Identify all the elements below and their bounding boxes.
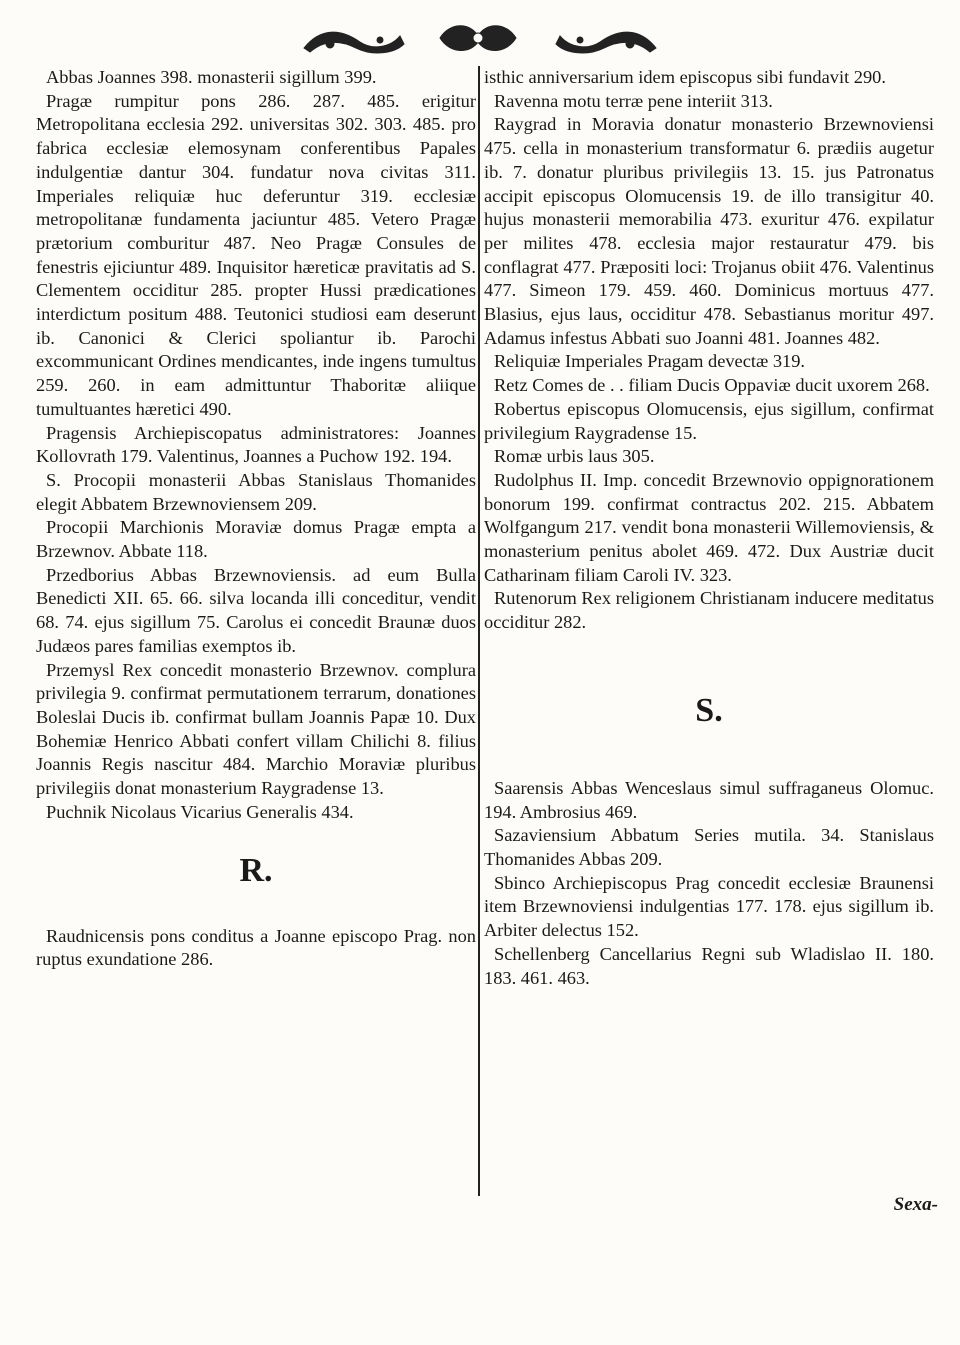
right-column bbox=[484, 66, 934, 990]
index-entry: Pragensis Archiepiscopatus administratores: Joannes Kollovrath 179. Valentinus, Joannes a Puchow 192. 194. bbox=[36, 422, 476, 467]
index-entry: Przedborius Abbas Brzewnoviensis. ad eum Bulla Benedicti XII. 65. 66. silva locanda illi conceditur, vendit 68. 74. ejus sigillum 75. Carolus ei concedit Braunæ duos Judæos pares familias exemptos ib. bbox=[36, 564, 476, 656]
catchword: Sexa- bbox=[893, 1194, 938, 1215]
index-entry: Procopii Marchionis Moraviæ domus Pragæ empta a Brzewnov. Abbate 118. bbox=[36, 517, 476, 562]
index-entry: Romæ urbis laus 305. bbox=[494, 446, 655, 467]
index-entry: S. Procopii monasterii Abbas Stanislaus Thomanides elegit Abbatem Brzewnoviensem 209. bbox=[36, 469, 476, 514]
index-entry: Abbas Joannes 398. monasterii sigillum 399. bbox=[46, 67, 377, 87]
index-entry: Pragæ rumpitur pons 286. 287. 485. erigitur Metropolitana ecclesia 292. universitas 302. 303. 485. pro fabrica ecclesiæ elemosynam conferentibus Papales indulgentiæ dantur 304. fundatur nova civitas 311. Imperiales reliquiæ huc deferuntur 319. ecclesiæ metropolitanæ fundamenta jaciuntur 485. Vetero Pragæ prætorium comburitur 487. Neo Pragæ Consules de fenestris ejiciuntur 489. Inquisitor hæreticæ pravitatis ad S. Clementem occiditur 285. propter Hussi prædicationes interdictum positum 488. Teutonici studiosi eam deserunt ib. Canonici & Clerici spoliantur ib. Parochi excommunicant Ordines mendicantes, inde ingens tumultus 259. 260. in eam admittuntur Thaboritæ aliique tumultuantes hæretici 490. bbox=[36, 90, 476, 419]
index-entry: Rutenorum Rex religionem Christianam inducere meditatus occiditur 282. bbox=[484, 588, 934, 633]
column-divider bbox=[478, 66, 480, 1196]
index-entry: Ravenna motu terræ pene interiit 313. bbox=[494, 90, 773, 111]
headpiece-ornament-icon bbox=[300, 18, 660, 58]
index-entry: Retz Comes de . . filiam Ducis Oppaviæ ducit uxorem 268. bbox=[494, 375, 930, 396]
index-entry: Sazaviensium Abbatum Series mutila. 34. Stanislaus Thomanides Abbas 209. bbox=[484, 825, 934, 869]
left-column bbox=[36, 66, 476, 972]
index-entry: Puchnik Nicolaus Vicarius Generalis 434. bbox=[46, 801, 354, 822]
index-entry: Raygrad in Moravia donatur monasterio Brzewnoviensi 475. cella in monasterium transformatur 6. prædiis augetur ib. 7. donatur pluribus privilegiis 13. 15. jus Patronatus accipit episcopus Olomucensis 19. de illo transigitur 40. hujus monasterii memorabilia 473. exuritur 476. expilatur per milites 478. ecclesia major restauratur 479. bis conflagrat 477. Præpositi loci: Trojanus obiit 476. Valentinus 477. Simeon 179. 459. 460. Dominicus mortuus 477. Blasius, ejus laus, occiditur 478. Sebastianus moritur 497. Adamus infestus Abbati suo Joanni 481. Joannes 482. bbox=[484, 114, 934, 348]
index-entry: Sbinco Archiepiscopus Prag concedit ecclesiæ Braunensi item Brzewnoviensi indulgentias 177. 178. ejus sigillum ib. Arbiter delectus 152. bbox=[484, 872, 934, 941]
index-entry: Robertus episcopus Olomucensis, ejus sigillum, confirmat privilegium Raygradense 15. bbox=[484, 398, 934, 443]
index-entry: Saarensis Abbas Wenceslaus simul suffraganeus Olomuc. 194. Ambrosius 469. bbox=[484, 777, 934, 822]
index-entry: Reliquiæ Imperiales Pragam devectæ 319. bbox=[494, 351, 806, 372]
section-letter-r: R. bbox=[239, 851, 273, 889]
index-entry: Schellenberg Cancellarius Regni sub Wladislao II. 180. 183. 461. 463. bbox=[484, 943, 934, 988]
index-entry: Raudnicensis pons conditus a Joanne episcopo Prag. non ruptus exundatione 286. bbox=[36, 925, 476, 970]
index-entry-continued: isthic anniversarium idem episcopus sibi fundavit 290. bbox=[484, 67, 886, 87]
index-entry: Rudolphus II. Imp. concedit Brzewnovio oppignorationem bonorum 199. confirmat contractus 202. 215. Abbatem Wolfgangum 217. vendit bona monasterii Willemoviensis, & monasterium penitus abolet 469. 472. Dux Austriæ ducit Catharinam filiam Caroli IV. 323. bbox=[484, 469, 934, 585]
index-entry: Przemysl Rex concedit monasterio Brzewnov. complura privilegia 9. confirmat permutationem terrarum, donationes Boleslai Ducis ib. confirmat bullam Joannis Papæ 10. Dux Bohemiæ Henrico Abbati confert villam Chilichi 8. filius Joannis Regis nascitur 484. Marchio Moraviæ pluribus privilegiis donat monasterium Raygradense 13. bbox=[36, 659, 476, 799]
section-letter-s: S. bbox=[695, 691, 723, 729]
